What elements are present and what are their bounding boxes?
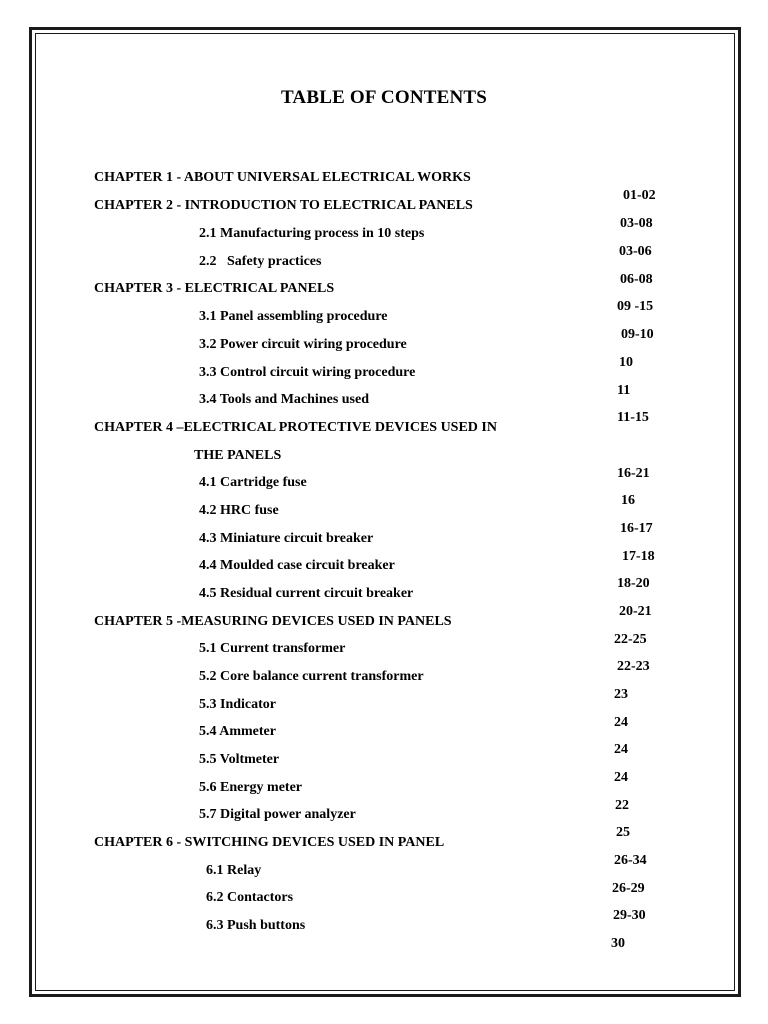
toc-entry-label: 4.5 Residual current circuit breaker xyxy=(199,586,414,601)
toc-entry-pages: 06-08 xyxy=(620,272,653,287)
toc-entry-pages: 09 -15 xyxy=(617,299,654,314)
toc-entry-pages: 24 xyxy=(614,742,628,757)
toc-entry-pages: 24 xyxy=(614,715,628,730)
toc-entry-label: 5.7 Digital power analyzer xyxy=(199,807,356,822)
toc-entry-label: 6.2 Contactors xyxy=(206,890,294,905)
toc-entry-label: 5.2 Core balance current transformer xyxy=(199,669,424,684)
toc-entry-pages: 01-02 xyxy=(623,188,656,203)
toc-entry-pages: 24 xyxy=(614,770,628,785)
toc-entry-label: 5.1 Current transformer xyxy=(199,641,346,656)
toc-entry-pages: 22-23 xyxy=(617,659,650,674)
page-title: TABLE OF CONTENTS xyxy=(280,87,488,108)
toc-entry-label: 2.2 Safety practices xyxy=(199,254,322,269)
toc-entry-pages: 09-10 xyxy=(621,327,654,342)
toc-entry-label: 5.6 Energy meter xyxy=(199,780,303,795)
toc-entry-pages: 26-29 xyxy=(612,881,645,896)
toc-entry-pages: 20-21 xyxy=(619,604,652,619)
toc-entry-label: 6.1 Relay xyxy=(206,863,262,878)
toc-entry-label: CHAPTER 5 -MEASURING DEVICES USED IN PANELS xyxy=(94,614,452,629)
toc-entry-pages: 11 xyxy=(617,383,631,398)
toc-entry-pages: 30 xyxy=(611,936,625,951)
toc-entry-pages: 29-30 xyxy=(613,908,646,923)
toc-entry-label: 3.1 Panel assembling procedure xyxy=(199,309,388,324)
toc-entry-label: 5.5 Voltmeter xyxy=(199,752,280,767)
toc-entry-label: CHAPTER 4 –ELECTRICAL PROTECTIVE DEVICES USED IN xyxy=(94,420,497,435)
toc-entry-label: 5.4 Ammeter xyxy=(199,724,276,739)
toc-entry-label: CHAPTER 1 - ABOUT UNIVERSAL ELECTRICAL WORKS xyxy=(94,170,471,185)
toc-entry-pages: 16-17 xyxy=(620,521,653,536)
toc-entry-pages: 23 xyxy=(614,687,628,702)
toc-entry-label: 4.2 HRC fuse xyxy=(199,503,279,518)
toc-entry-pages: 03-08 xyxy=(620,216,653,231)
toc-entry-pages: 18-20 xyxy=(617,576,650,591)
toc-entry-label: 3.4 Tools and Machines used xyxy=(199,392,369,407)
toc-entry-label: 3.2 Power circuit wiring procedure xyxy=(199,337,407,352)
toc-entry-label: 4.1 Cartridge fuse xyxy=(199,475,307,490)
toc-entry-pages: 22-25 xyxy=(614,632,647,647)
toc-entry-label: THE PANELS xyxy=(194,448,282,463)
toc-entry-pages: 11-15 xyxy=(617,410,649,425)
toc-entry-label: 3.3 Control circuit wiring procedure xyxy=(199,365,416,380)
toc-entry-label: CHAPTER 2 - INTRODUCTION TO ELECTRICAL PANELS xyxy=(94,198,473,213)
toc-entry-6-3 xyxy=(0,899,625,971)
toc-entry-pages: 16 xyxy=(621,493,635,508)
toc-entry-label: 4.4 Moulded case circuit breaker xyxy=(199,558,395,573)
toc-entry-pages: 03-06 xyxy=(619,244,652,259)
toc-entry-label: 2.1 Manufacturing process in 10 steps xyxy=(199,226,425,241)
toc-entry-pages: 22 xyxy=(615,798,629,813)
toc-entry-pages: 17-18 xyxy=(622,549,655,564)
toc-entry-pages: 16-21 xyxy=(617,466,650,481)
toc-entry-label: 6.3 Push buttons xyxy=(206,918,306,933)
toc-entry-label: 5.3 Indicator xyxy=(199,697,276,712)
toc-entry-label: CHAPTER 6 - SWITCHING DEVICES USED IN PANEL xyxy=(94,835,445,850)
toc-entry-label: 4.3 Miniature circuit breaker xyxy=(199,531,374,546)
toc-entry-pages: 10 xyxy=(619,355,633,370)
toc-entry-label: CHAPTER 3 - ELECTRICAL PANELS xyxy=(94,281,335,296)
toc-entry-pages: 26-34 xyxy=(614,853,647,868)
toc-entry-pages: 25 xyxy=(616,825,630,840)
